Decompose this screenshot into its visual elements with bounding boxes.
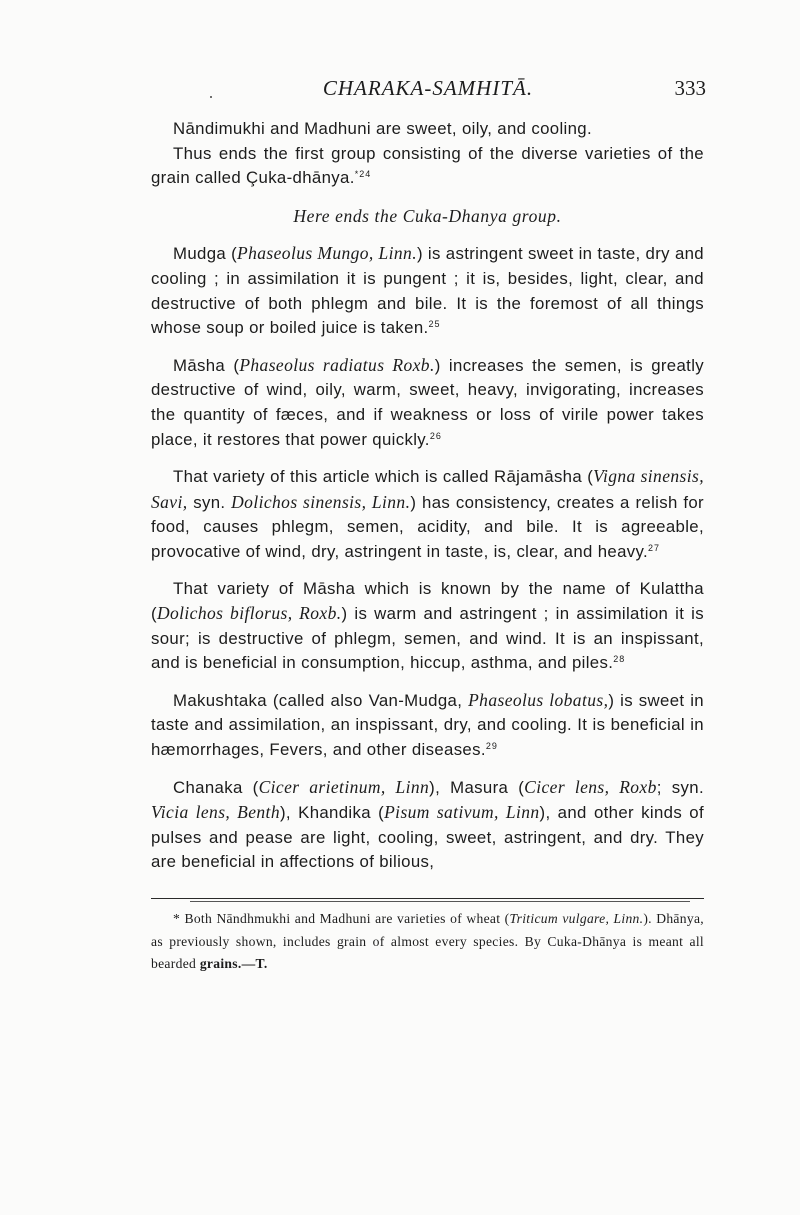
paragraph-masha: Māsha (Phaseolus radiatus Roxb.) increases the semen, is greatly destructive of wind, oily, warm, sweet, heavy, invigorating, increases the quantity of fæces, and if weakness or loss of virile power takes place, it restores that power quickly.$^{26}$ [151,354,705,449]
footnote [151,908,704,976]
footnote-rule-secondary [190,901,690,902]
paragraph-chanaka: Chanaka (Cicer arietinum, Linn), Masura (Cicer lens, Roxb; syn. Vicia lens, Benth), Khandika (Pisum sativum, Linn), and other kinds of pulses and pease are light, cooling, sweet, astringent, and dry. They are beneficial in affections of bilious, [151,776,704,872]
footnote-asterisk: * [173,911,181,926]
reference-number: 29 [485,741,498,752]
reference-number: 25 [428,319,441,330]
para-text: Thus ends the first group consisting of the diverse varieties of the grain called Çuka-dhānya. [151,143,704,188]
paragraph-kulattha: That variety of Māsha which is known by the name of Kulattha (Dolichos biflorus, Roxb.) is warm and astringent ; in assimilation it is sour; is destructive of phlegm, semen, and wind. It is an inspissant, and is beneficial in consumption, hiccup, asthma, and piles.$^{28}$ [151,578,704,673]
body-text [151,117,704,875]
paragraph-makushtaka: Makushtaka (called also Van-Mudga, Phaseolus lobatus,) is sweet in taste and assimilation, an inspissant, dry, and cooling. It is beneficial in hæmorrhages, Fevers, and other diseases.$^{29}$ [151,689,704,760]
paragraph-rajamasha: That variety of this article which is called Rājamāsha (Vigna sinensis, Savi, syn. Dolichos sinensis, Linn.) has consistency, creates a relish for food, causes phlegm, semen, acidity, and bile. It is agreeable, provocative of wind, dry, astringent in taste, is, clear, and heavy.$^{27}$ [151,466,704,561]
page-number: 333 [674,76,706,100]
para-text: Nāndimukhi and Madhuni are sweet, oily, and cooling. [173,119,593,138]
footnote-rule [151,898,704,899]
running-title: CHARAKA-SAMHITĀ. [322,76,534,100]
footnote-text: * Both Nāndhmukhi and Madhuni are varieties of wheat (Triticum vulgare, Linn.). Dhānya, as previously shown, includes grain of almost every species. By Cuka-Dhānya is meant all bearded grains.—T. [151,911,704,971]
reference-number: 27 [648,542,661,553]
reference-number: 26 [429,430,442,441]
running-header [150,76,706,106]
paragraph-nandimukhi [151,117,704,142]
paragraph-group-end [151,142,704,191]
footnote-marker: *24 [354,169,372,180]
paragraph-mudga: Mudga (Phaseolus Mungo, Linn.) is astringent sweet in taste, dry and cooling ; in assimilation it is pungent ; it is, besides, light, clear, and destructive of both phlegm and bile. It is the foremost of all things whose soup or boiled juice is taken.$^{25}$ [151,243,704,338]
section-caption: Here ends the Cuka-Dhanya group. [293,205,562,226]
reference-number: 28 [613,654,626,665]
